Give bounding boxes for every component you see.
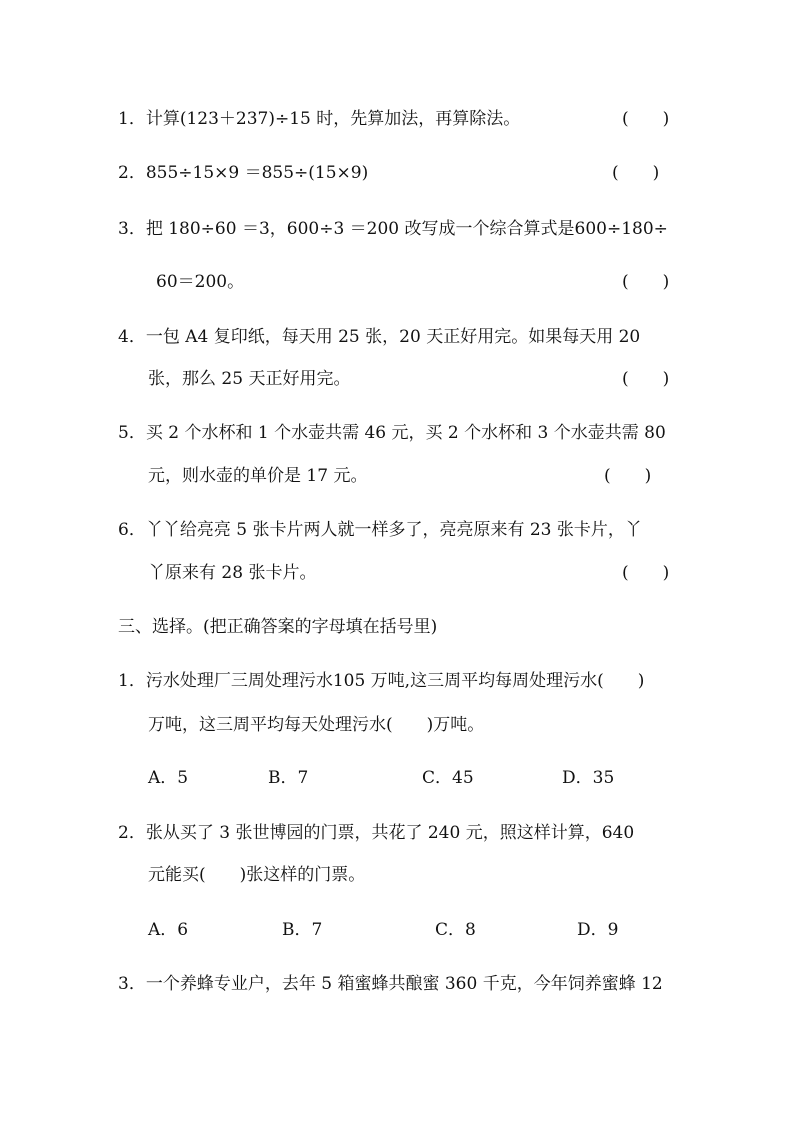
section-title: 三、选择。(把正确答案的字母填在括号里) <box>118 617 438 637</box>
judge-q1-line1: 1．计算(123＋237)÷15 时，先算加法，再算除法。 <box>118 109 521 129</box>
judge-q3-line2: 60＝200。 <box>156 272 245 292</box>
choice-q2-option-b[interactable]: B．7 <box>282 920 323 940</box>
judge-q5-line1: 5．买 2 个水杯和 1 个水壶共需 46 元，买 2 个水杯和 3 个水壶共需 80 <box>118 423 666 443</box>
judge-q5-line2: 元，则水壶的单价是 17 元。 <box>148 466 368 486</box>
choice-q1-option-b[interactable]: B．7 <box>268 768 309 788</box>
judge-q6-answer-bracket[interactable]: ( ) <box>622 563 670 583</box>
choice-q1-line2: 万吨，这三周平均每天处理污水( )万吨。 <box>148 715 485 735</box>
choice-q2-line2: 元能买( )张这样的门票。 <box>148 865 366 885</box>
choice-q2-option-c[interactable]: C．8 <box>435 920 476 940</box>
judge-q3-answer-bracket[interactable]: ( ) <box>622 272 670 292</box>
judge-q4-line2: 张，那么 25 天正好用完。 <box>148 369 351 389</box>
judge-q5-answer-bracket[interactable]: ( ) <box>604 466 652 486</box>
judge-q3-line1: 3．把 180÷60 ＝3，600÷3 ＝200 改写成一个综合算式是600÷180÷ <box>118 219 668 239</box>
choice-q1-line1: 1．污水处理厂三周处理污水105 万吨,这三周平均每周处理污水( ) <box>118 671 645 691</box>
judge-q6-line1: 6．丫丫给亮亮 5 张卡片两人就一样多了，亮亮原来有 23 张卡片，丫 <box>118 520 642 540</box>
judge-q1-answer-bracket[interactable]: ( ) <box>622 109 670 129</box>
choice-q3-line1: 3．一个养蜂专业户，去年 5 箱蜜蜂共酿蜜 360 千克，今年饲养蜜蜂 12 <box>118 974 663 994</box>
choice-q1-option-d[interactable]: D．35 <box>562 768 615 788</box>
judge-q4-line1: 4．一包 A4 复印纸，每天用 25 张，20 天正好用完。如果每天用 20 <box>118 327 641 347</box>
judge-q4-answer-bracket[interactable]: ( ) <box>622 369 670 389</box>
choice-q1-option-a[interactable]: A．5 <box>148 768 189 788</box>
choice-q2-option-d[interactable]: D．9 <box>577 920 619 940</box>
judge-q2-line1: 2．855÷15×9 ＝855÷(15×9) <box>118 163 369 183</box>
choice-q2-line1: 2．张从买了 3 张世博园的门票，共花了 240 元，照这样计算，640 <box>118 823 635 843</box>
judge-q6-line2: 丫原来有 28 张卡片。 <box>148 563 317 583</box>
choice-q2-option-a[interactable]: A．6 <box>148 920 189 940</box>
judge-q2-answer-bracket[interactable]: ( ) <box>612 163 660 183</box>
choice-q1-option-c[interactable]: C．45 <box>422 768 474 788</box>
